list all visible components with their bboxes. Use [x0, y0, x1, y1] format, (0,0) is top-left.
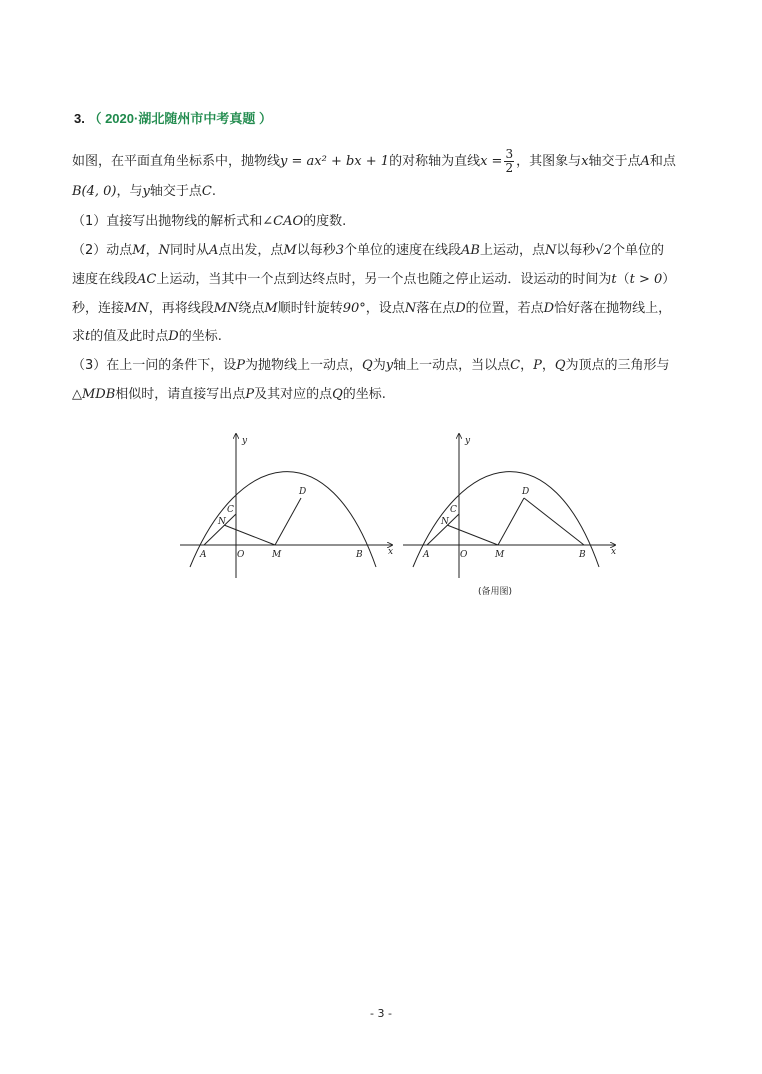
segment-MD — [498, 498, 524, 545]
variable: M — [132, 243, 146, 258]
figure-1-svg — [178, 430, 403, 580]
triangle: △MDB — [72, 387, 116, 402]
label-B: B — [356, 550, 363, 560]
segment-MN — [224, 525, 275, 545]
question-number: 3. — [74, 111, 85, 126]
figure-2 — [401, 430, 626, 584]
text: 的对称轴为直线 — [389, 154, 481, 169]
label-B: B — [579, 550, 586, 560]
text: 绕点 — [238, 301, 265, 316]
variable: D — [168, 329, 179, 344]
text: 上运动，点 — [479, 243, 545, 258]
equation: y = ax² + bx + 1 — [280, 154, 390, 169]
segment-MN — [447, 525, 498, 545]
text: ） — [662, 272, 676, 287]
text: （ — [616, 272, 630, 287]
figure-2-svg — [401, 430, 626, 580]
label-x: x — [388, 547, 394, 557]
text: ， — [145, 243, 159, 258]
text: 以每秒 — [556, 243, 596, 258]
part-3-line-2 — [72, 383, 386, 402]
variable: Q — [332, 387, 343, 402]
label-M: M — [495, 550, 505, 560]
text: 的坐标. — [178, 329, 222, 344]
text: 以每秒 — [296, 243, 336, 258]
angle: ∠CAO — [262, 214, 304, 229]
text: 和点 — [649, 154, 676, 169]
point: B(4, 0) — [72, 184, 117, 199]
segment-DB — [524, 498, 584, 545]
text: 如图，在平面直角坐标系中，抛物线 — [72, 154, 281, 169]
variable: C — [201, 184, 212, 199]
text: 轴上一动点，当以点 — [393, 358, 511, 373]
variable: t — [85, 329, 91, 344]
variable: D — [455, 301, 466, 316]
inequality: t > 0 — [629, 272, 663, 287]
number: 90° — [342, 301, 366, 316]
part-2-line-3 — [72, 297, 671, 316]
text: 求 — [72, 329, 86, 344]
segment: MN — [213, 301, 239, 316]
segment: AB — [461, 243, 480, 258]
segment: AC — [137, 272, 157, 287]
segment: MN — [124, 301, 149, 316]
label-x: x — [611, 547, 617, 557]
label-M: M — [272, 550, 282, 560]
text: 为顶点的三角形与 — [565, 358, 670, 373]
label-y: y — [242, 436, 248, 446]
part-2-line-1 — [72, 239, 664, 258]
fraction — [504, 148, 514, 175]
text: . — [211, 184, 216, 199]
text: 的度数. — [303, 214, 347, 229]
label-D: D — [522, 487, 530, 497]
text: 为 — [372, 358, 386, 373]
number: 3 — [335, 243, 345, 258]
label-D: D — [299, 487, 307, 497]
text: 为抛物线上一动点， — [245, 358, 363, 373]
variable: C — [510, 358, 521, 373]
variable: P — [245, 387, 255, 402]
text: （2）动点 — [72, 243, 133, 258]
text: 个单位的速度在线段 — [344, 243, 462, 258]
text: 轴交于点 — [149, 184, 202, 199]
variable: M — [264, 301, 278, 316]
text: 上运动，当其中一个点到达终点时，另一个点也随之停止运动．设运动的时间为 — [156, 272, 612, 287]
text: ，与 — [116, 184, 143, 199]
figure-caption: (备用图) — [478, 587, 513, 597]
intro-line-1 — [72, 148, 676, 175]
fraction-numerator: 3 — [505, 147, 514, 161]
variable: N — [158, 243, 170, 258]
text: 的位置，若点 — [465, 301, 544, 316]
text: 顺时针旋转 — [277, 301, 343, 316]
variable: y — [142, 184, 150, 199]
text: 同时从 — [169, 243, 209, 258]
label-C: C — [227, 505, 234, 515]
variable: P — [533, 358, 542, 373]
text: 轴交于点 — [588, 154, 641, 169]
variable: D — [543, 301, 555, 316]
text: ，再将线段 — [148, 301, 214, 316]
text: 恰好落在抛物线上， — [554, 301, 672, 316]
text: 个单位的 — [611, 243, 664, 258]
text: 落在点 — [416, 301, 456, 316]
variable: P — [236, 358, 246, 373]
text: ， — [520, 358, 534, 373]
part-2-line-2 — [72, 268, 675, 287]
fraction-denominator: 2 — [505, 161, 514, 175]
label-N: N — [218, 517, 226, 527]
variable: y — [385, 358, 394, 373]
variable: A — [640, 154, 650, 169]
label-C: C — [450, 505, 457, 515]
text: 的值及此时点 — [90, 329, 169, 344]
part-2-line-4 — [72, 325, 222, 344]
text: ，其图象与 — [516, 154, 582, 169]
variable: M — [283, 243, 297, 258]
text: 的坐标. — [342, 387, 386, 402]
text: ， — [541, 358, 555, 373]
label-y: y — [465, 436, 471, 446]
label-O: O — [460, 550, 468, 560]
part-1 — [72, 210, 346, 229]
label-A: A — [200, 550, 207, 560]
text: ，设点 — [365, 301, 405, 316]
variable: Q — [362, 358, 373, 373]
text: 秒，连接 — [72, 301, 125, 316]
page-number: - 3 - — [370, 1007, 392, 1020]
variable: N — [545, 243, 557, 258]
intro-line-2 — [72, 180, 216, 199]
part-3-line-1 — [72, 354, 670, 373]
variable: x — [581, 154, 589, 169]
question-header — [74, 108, 272, 127]
text: 相似时，请直接写出点 — [115, 387, 246, 402]
label-O: O — [237, 550, 245, 560]
question-source: （ 2020·湖北随州市中考真题 ） — [88, 111, 272, 126]
label-A: A — [423, 550, 430, 560]
equation: x = — [480, 154, 503, 169]
text: 点出发，点 — [218, 243, 284, 258]
text: （3）在上一问的条件下，设 — [72, 358, 237, 373]
segment-MD — [275, 498, 301, 545]
variable: t — [611, 272, 617, 287]
label-N: N — [441, 517, 449, 527]
figure-1 — [178, 430, 403, 584]
variable: A — [209, 243, 219, 258]
text: 速度在线段 — [72, 272, 138, 287]
number: √2 — [595, 243, 612, 258]
text: （1）直接写出抛物线的解析式和 — [72, 214, 263, 229]
text: 及其对应的点 — [254, 387, 333, 402]
variable: Q — [554, 358, 566, 373]
variable: N — [404, 301, 417, 316]
